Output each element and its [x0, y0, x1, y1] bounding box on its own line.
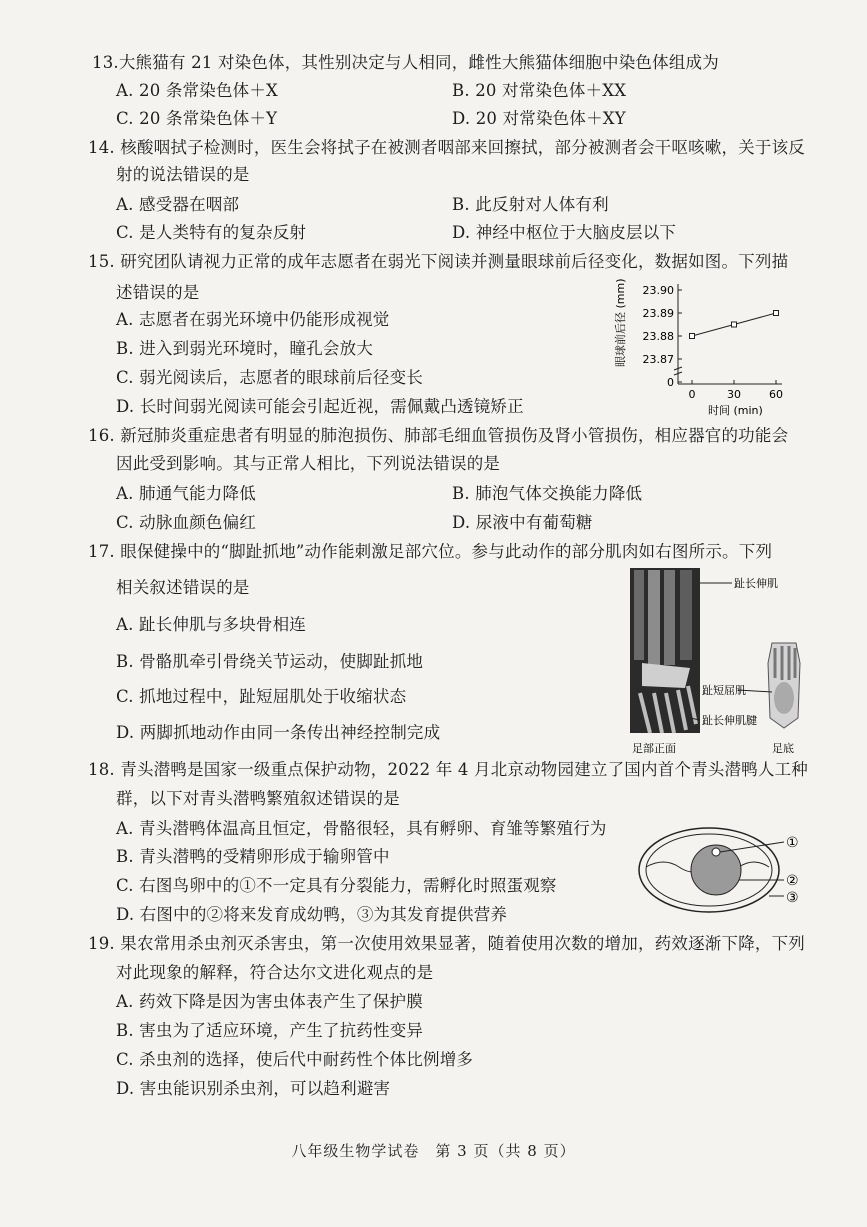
label-yolk: ②: [786, 873, 799, 889]
q15-stem-line1: 15. 研究团队请视力正常的成年志愿者在弱光下阅读并测量眼球前后径变化，数据如图。下列描: [88, 252, 789, 271]
q15-option-c: C. 弱光阅读后，志愿者的眼球前后径变长: [116, 368, 424, 387]
q19-option-c: C. 杀虫剂的选择，使后代中耐药性个体比例增多: [116, 1050, 474, 1069]
q18-stem-line1: 18. 青头潜鸭是国家一级重点保护动物，2022 年 4 月北京动物园建立了国内首个青头潜鸭人工种: [88, 760, 809, 779]
q17-option-c: C. 抓地过程中，趾短屈肌处于收缩状态: [116, 687, 407, 706]
q13-stem: 13.大熊猫有 21 对染色体，其性别决定与人相同，雌性大熊猫体细胞中染色体组成为: [92, 53, 719, 72]
q19-option-d: D. 害虫能识别杀虫剂，可以趋利避害: [116, 1079, 391, 1098]
q16-option-d: D. 尿液中有葡萄糖: [452, 513, 593, 532]
q14-option-a: A. 感受器在咽部: [116, 195, 240, 214]
q14-option-d: D. 神经中枢位于大脑皮层以下: [452, 223, 677, 242]
page-footer: 八年级生物学试卷 第 3 页（共 8 页）: [291, 1142, 576, 1160]
q18-option-d: D. 右图中的②将来发育成幼鸭，③为其发育提供营养: [116, 905, 508, 924]
x-tick-label: 60: [769, 388, 783, 401]
q18-option-a: A. 青头潜鸭体温高且恒定，骨骼很轻，具有孵卵、育雏等繁殖行为: [116, 819, 607, 838]
label-blastodisc: ①: [786, 835, 799, 851]
chart-y-axis-label: 眼球前后径 (mm): [614, 278, 627, 367]
y-tick-label: 0: [667, 376, 674, 389]
q19-option-b: B. 害虫为了适应环境，产生了抗药性变异: [116, 1021, 424, 1040]
x-tick-label: 30: [727, 388, 741, 401]
q15-stem-line2: 述错误的是: [116, 283, 200, 302]
q17-option-a: A. 趾长伸肌与多块骨相连: [116, 615, 307, 634]
q16-option-a: A. 肺通气能力降低: [116, 484, 256, 503]
q16-option-c: C. 动脉血颜色偏红: [116, 513, 257, 532]
q17-option-b: B. 骨骼肌牵引骨绕关节运动，使脚趾抓地: [116, 652, 424, 671]
eyeball-diameter-chart: [600, 272, 800, 422]
q14-option-b: B. 此反射对人体有利: [452, 195, 609, 214]
label-foot-front: 足部正面: [632, 742, 676, 755]
q17-stem-line1: 17. 眼保健操中的“脚趾抓地”动作能刺激足部穴位。参与此动作的部分肌肉如右图所示。下列: [88, 542, 773, 561]
label-flexor-digitorum-brevis: 趾短屈肌: [702, 684, 746, 697]
label-extensor-digitorum-longus: 趾长伸肌: [734, 577, 778, 590]
q16-stem-line1: 16. 新冠肺炎重症患者有明显的肺泡损伤、肺部毛细血管损伤及肾小管损伤，相应器官的功能会: [88, 426, 789, 445]
y-tick-label: 23.87: [642, 353, 674, 366]
q19-option-a: A. 药效下降是因为害虫体表产生了保护膜: [116, 992, 423, 1011]
data-point: [732, 322, 737, 327]
foot-muscle-figure: [630, 568, 830, 758]
y-tick-label: 23.90: [642, 284, 674, 297]
label-albumen: ③: [786, 890, 799, 906]
chart-y-ticks: [643, 284, 683, 389]
label-extensor-tendon: 趾长伸肌腱: [702, 714, 757, 727]
q14-stem-line2: 射的说法错误的是: [116, 165, 250, 184]
bird-egg-figure: [634, 822, 812, 918]
q15-option-a: A. 志愿者在弱光环境中仍能形成视觉: [116, 310, 390, 329]
y-tick-label: 23.89: [642, 307, 674, 320]
q16-stem-line2: 因此受到影响。其与正常人相比，下列说法错误的是: [116, 454, 501, 473]
data-point: [690, 334, 695, 339]
q13-option-b: B. 20 对常染色体＋XX: [452, 81, 627, 100]
q17-option-d: D. 两脚抓地动作由同一条传出神经控制完成: [116, 723, 441, 742]
data-point: [774, 311, 779, 316]
y-tick-label: 23.88: [642, 330, 674, 343]
q18-option-b: B. 青头潜鸭的受精卵形成于输卵管中: [116, 847, 390, 866]
q13-option-d: D. 20 对常染色体＋XY: [452, 109, 626, 128]
chart-series: [690, 311, 779, 339]
q14-option-c: C. 是人类特有的复杂反射: [116, 223, 307, 242]
label-foot-sole: 足底: [772, 742, 794, 755]
q19-stem-line1: 19. 果农常用杀虫剂灭杀害虫，第一次使用效果显著，随着使用次数的增加，药效逐渐下降，下列: [88, 934, 805, 953]
q17-stem-line2: 相关叙述错误的是: [116, 578, 250, 597]
chart-x-axis-label: 时间 (min): [708, 404, 763, 417]
q13-option-c: C. 20 条常染色体＋Y: [116, 109, 278, 128]
q19-stem-line2: 对此现象的解释，符合达尔文进化观点的是: [116, 963, 434, 982]
q13-option-a: A. 20 条常染色体＋X: [116, 81, 278, 100]
q15-option-d: D. 长时间弱光阅读可能会引起近视，需佩戴凸透镜矫正: [116, 397, 524, 416]
q18-stem-line2: 群，以下对青头潜鸭繁殖叙述错误的是: [116, 789, 400, 808]
x-tick-label: 0: [688, 388, 696, 401]
q14-stem-line1: 14. 核酸咽拭子检测时，医生会将拭子在被测者咽部来回擦拭，部分被测者会干呕咳嗽，关于该反: [88, 138, 805, 157]
q16-option-b: B. 肺泡气体交换能力降低: [452, 484, 643, 503]
chart-x-ticks: [689, 380, 784, 401]
q15-option-b: B. 进入到弱光环境时，瞳孔会放大: [116, 339, 374, 358]
q18-option-c: C. 右图鸟卵中的①不一定具有分裂能力，需孵化时照蛋观察: [116, 876, 557, 895]
